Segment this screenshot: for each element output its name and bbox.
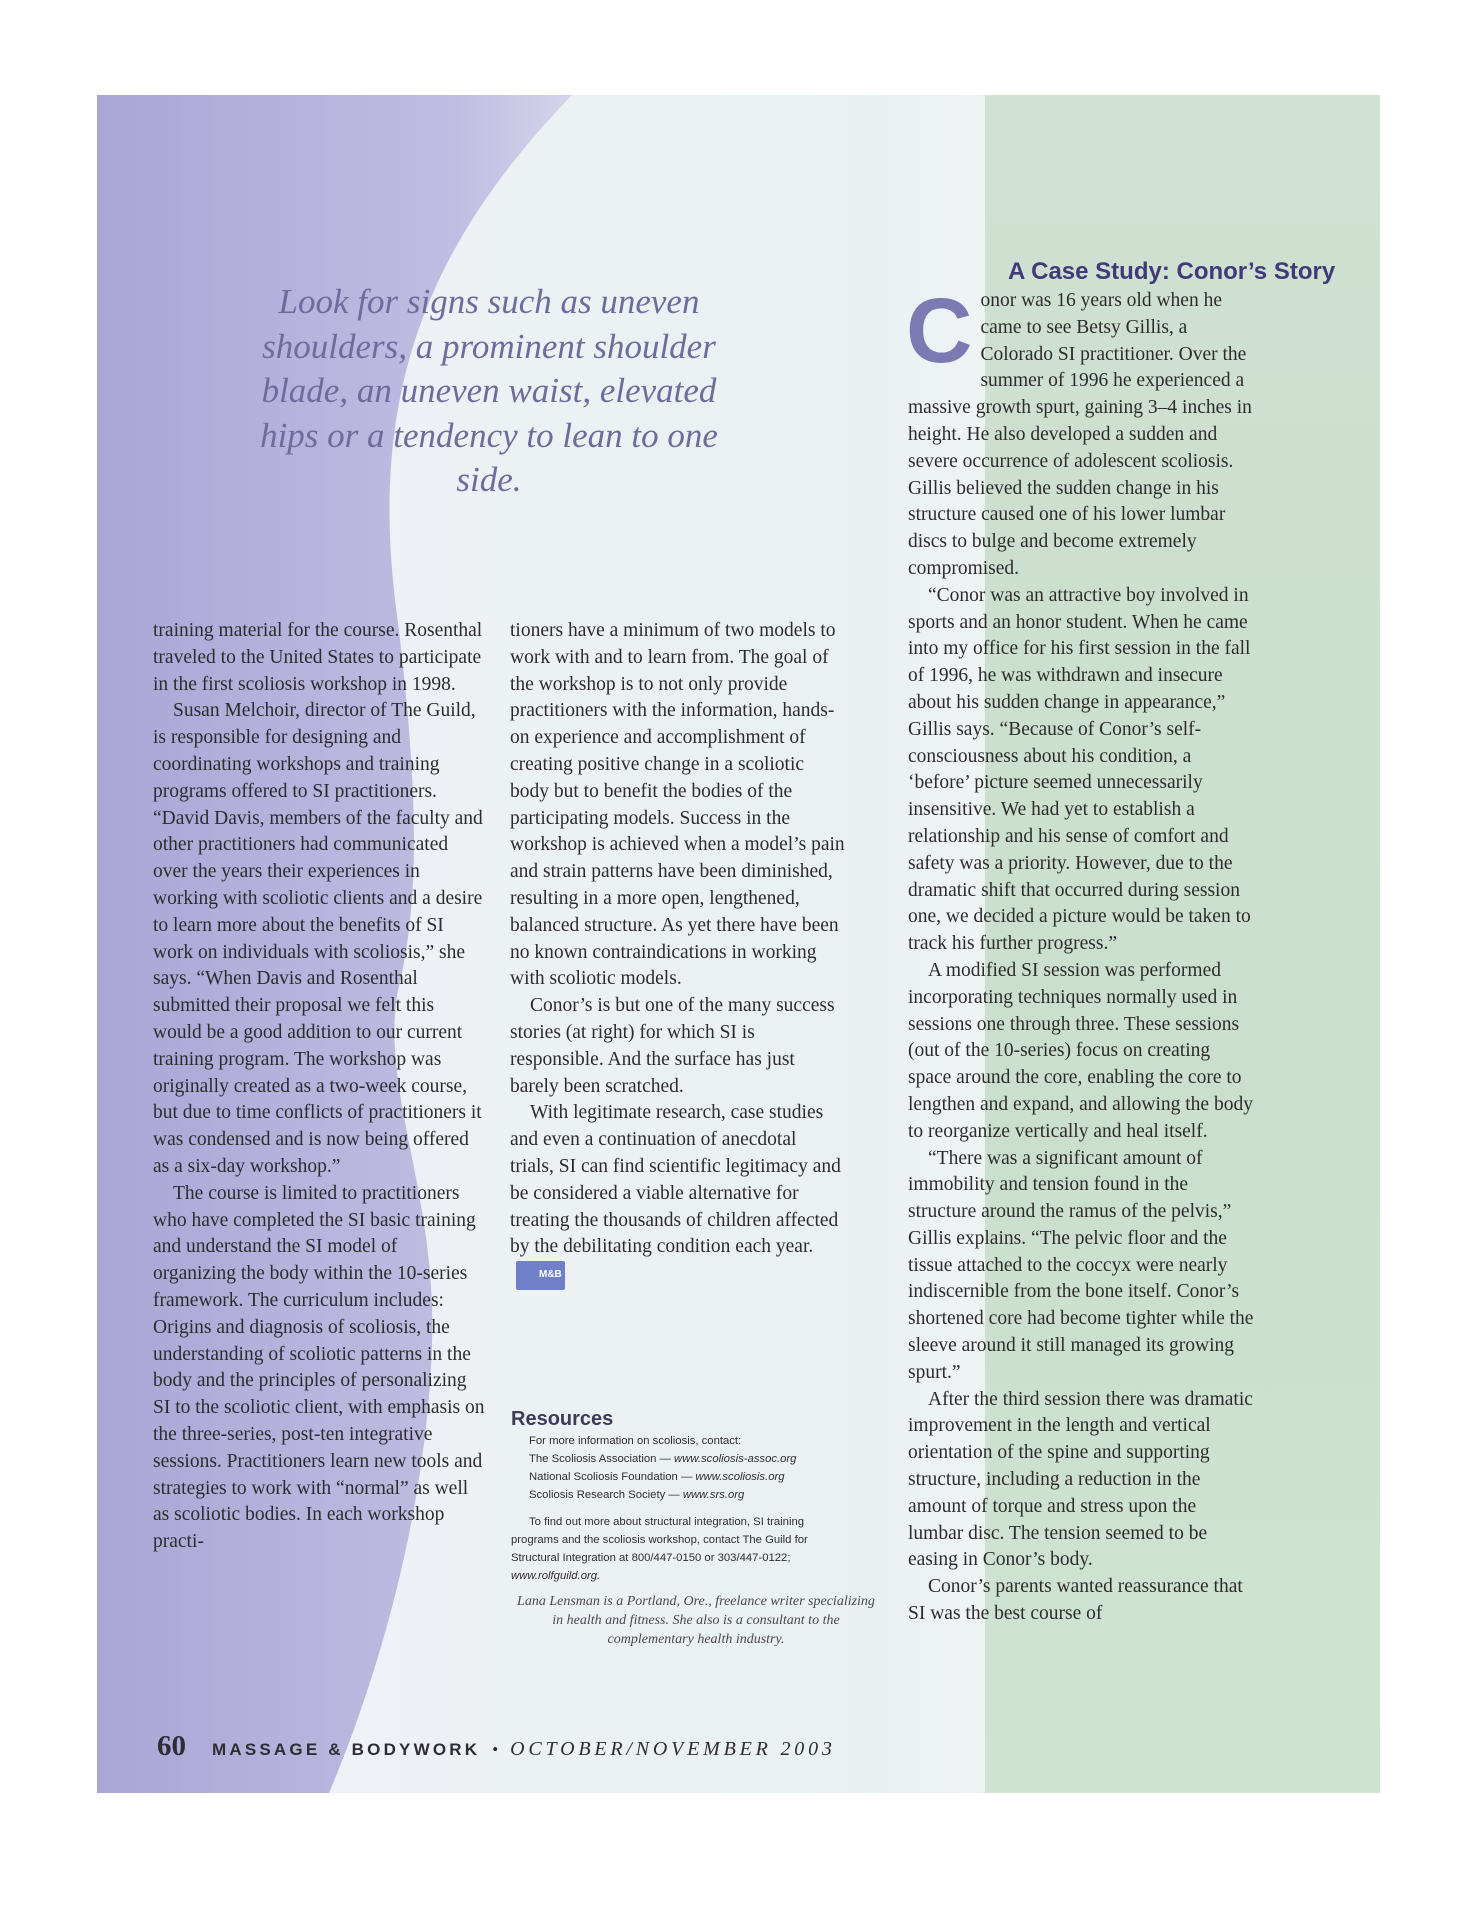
- author-bio: Lana Lensman is a Portland, Ore., freelance writer specializing in health and fitness. She also is a consultant to the complementary health industry.: [517, 1594, 875, 1647]
- page-footer: [157, 1730, 836, 1763]
- column2-paragraph: Conor’s is but one of the many success stories (at right) for which SI is responsible. And the surface has just barely been scratched.: [510, 995, 835, 1097]
- case-study-paragraph: “There was a significant amount of immobility and tension found in the structure around the ramus of the pelvis,” Gillis explains. “The pelvic floor and the tissue attached to the coccyx were nearly indiscernible from the bone itself. Conor’s shortened core had become tighter while the sleeve around it still managed its growing spurt.”: [908, 1147, 1254, 1383]
- case-study-paragraph: A modified SI session was performed incorporating techniques normally used in sessions one through three. These sessions (out of the 10-series) focus on creating space around the core, enabling the core to lengthen and expand, and allowing the body to reorganize vertically and heal itself.: [908, 959, 1253, 1142]
- guild-url: www.rolfguild.org.: [511, 1570, 601, 1582]
- resource-url: www.scoliosis-assoc.org: [674, 1453, 797, 1465]
- end-mark-badge: M&B: [516, 1261, 565, 1290]
- resource-item: [529, 1450, 891, 1468]
- guild-contact: [511, 1513, 851, 1585]
- guild-contact-text: To find out more about structural integration, SI training programs and the scoliosis workshop, contact The Guild for Structural Integration at 800/447-0150 or 303/447-0122;: [511, 1516, 808, 1564]
- page-number: 60: [157, 1730, 186, 1762]
- case-study-paragraph: “Conor was an attractive boy involved in sports and an honor student. When he came into my office for his first session in the fall of 1996, he was withdrawn and insecure about his sudden change in appearance,” Gillis says. “Because of Conor’s self-consciousness about his condition, a ‘before’ picture seemed unnecessarily insensitive. We had yet to establish a relationship and his sense of comfort and safety was a priority. However, due to the dramatic shift that occurred during session one, we decided a picture would be taken to track his further progress.”: [908, 584, 1251, 955]
- resource-url: www.scoliosis.org: [695, 1471, 785, 1483]
- article-column-1: [153, 618, 485, 1556]
- resource-url: www.srs.org: [682, 1489, 745, 1501]
- column1-paragraph: Susan Melchoir, director of The Guild, is responsible for designing and coordinating workshops and training programs offered to SI practitioners. “David Davis, members of the faculty and other practitioners had communicated over the years their experiences in working with scoliotic clients and a desire to learn more about the benefits of SI work on individuals with scoliosis,” she says. “When Davis and Rosenthal submitted their proposal we felt this would be a good addition to our current training program. The workshop was originally created as a two-week course, but due to time conflicts of practitioners it was condensed and is now being offered as a six-day workshop.”: [153, 700, 483, 1177]
- column2-paragraph: tioners have a minimum of two models to work with and to learn from. The goal of the workshop is to not only provide practitioners with the information, hands-on experience and accomplishment of creating positive change in a scoliotic body but to benefit the bodies of the participating models. Success in the workshop is achieved when a model’s pain and strain patterns have been diminished, resulting in a more open, lengthened, balanced structure. As yet there have been no known contraindications in working with scoliotic models.: [510, 620, 845, 990]
- issue-date: OCTOBER/NOVEMBER 2003: [510, 1738, 836, 1760]
- magazine-page: [97, 95, 1380, 1793]
- column2-paragraph: [510, 1100, 845, 1290]
- article-column-2: [510, 618, 845, 1290]
- resources-list: [511, 1432, 891, 1504]
- drop-cap: C: [906, 280, 973, 382]
- case-study-opening-text: onor was 16 years old when he came to see Betsy Gillis, a Colorado SI practitioner. Over the summer of 1996 he experienced a massive growth spurt, gaining 3–4 inches in height. He also developed a sudden and severe occurrence of adolescent scoliosis. Gillis believed the sudden change in his structure caused one of his lower lumbar discs to bulge and become extremely compromised.: [908, 290, 1252, 579]
- pull-quote: Look for signs such as uneven shoulders, a prominent shoulder blade, an uneven waist, elevated hips or a tendency to lean to one side.: [260, 282, 718, 499]
- resource-org-name: Scoliosis Research Society —: [529, 1489, 680, 1501]
- case-study-column: [906, 280, 1256, 1628]
- column1-paragraph: training material for the course. Rosenthal traveled to the United States to participate in the first scoliosis workshop in 1998.: [153, 620, 483, 695]
- resources-intro: For more information on scoliosis, contact:: [529, 1435, 742, 1447]
- resource-item: [529, 1468, 891, 1486]
- case-study-paragraph: Conor’s parents wanted reassurance that SI was the best course of: [908, 1576, 1243, 1625]
- magazine-name: MASSAGE & BODYWORK: [212, 1740, 481, 1759]
- resource-org-name: National Scoliosis Foundation —: [529, 1471, 693, 1483]
- case-study-heading: A Case Study: Conor’s Story: [1008, 258, 1336, 285]
- resource-item: [529, 1486, 891, 1504]
- resources-heading: Resources: [511, 1408, 614, 1430]
- footer-bullet: •: [492, 1740, 499, 1759]
- column2-closing-text: With legitimate research, case studies and even a continuation of anecdotal trials, SI can find scientific legitimacy and be considered a viable alternative for treating the thousands of children affected by the debilitating condition each year.: [510, 1102, 841, 1258]
- case-study-paragraph: After the third session there was dramatic improvement in the length and vertical orientation of the spine and supporting structure, including a reduction in the amount of torque and stress upon the lumbar disc. The tension seemed to be easing in Conor’s body.: [908, 1388, 1253, 1571]
- resource-org-name: The Scoliosis Association —: [529, 1453, 671, 1465]
- case-study-paragraph: [906, 280, 1256, 583]
- column1-paragraph: The course is limited to practitioners who have completed the SI basic training and understand the SI model of organizing the body within the 10-series framework. The curriculum includes: Origins and diagnosis of scoliosis, the understanding of scoliotic patterns in the body and the principles of personalizing SI to the scoliotic client, with emphasis on the three-series, post-ten integrative sessions. Practitioners learn new tools and strategies to work with “normal” as well as scoliotic bodies. In each workshop practi-: [153, 1182, 485, 1553]
